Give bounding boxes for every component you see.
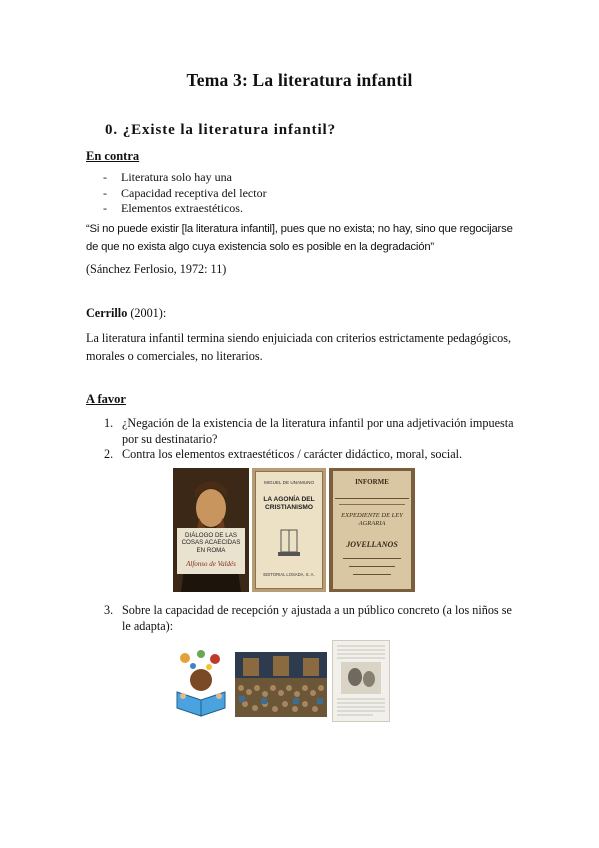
section-heading: 0. ¿Existe la literatura infantil?: [105, 122, 336, 138]
item-line: ¿Negación de la existencia de la literatura infantil por una adjetivación impuesta: [122, 416, 514, 430]
cover-author: Alfonso de Valdés: [186, 560, 236, 568]
book-cover-unamuno: [252, 468, 326, 592]
citation: (Sánchez Ferlosio, 1972: 11): [86, 262, 227, 276]
cover-author: MIGUEL DE UNAMUNO: [263, 480, 315, 485]
cover-title: EXPEDIENTE DE LEY AGRARIA: [341, 512, 403, 527]
paragraph-line: morales o comerciales, no literarios.: [86, 348, 263, 363]
page-title: Tema 3: La literatura infantil: [186, 70, 413, 90]
theater-crowd-illustration: [235, 652, 327, 717]
item-line: Contra los elementos extraestéticos / carácter didáctico, moral, social.: [122, 447, 463, 461]
cerrillo-paragraph: [86, 330, 526, 365]
list-item: - Literatura solo hay una: [103, 170, 267, 186]
list-item: - Elementos extraestéticos.: [103, 201, 267, 217]
list-item: - Capacidad receptiva del lector: [103, 186, 267, 202]
list-item: [104, 447, 524, 463]
cover-author: JOVELLANOS: [346, 540, 398, 549]
list-number: 3.: [104, 603, 114, 617]
quote-line: de que no exista algo cuya existencia solo es posible en la degradación”: [86, 240, 434, 253]
list-item: [104, 416, 524, 447]
cover-title: DIÁLOGO DE LAS COSAS ACAECIDAS EN ROMA: [181, 532, 241, 554]
favor-list: [104, 416, 524, 463]
book-cover-jovellanos: [329, 468, 415, 592]
contra-label: En contra: [86, 149, 140, 163]
cerrillo-heading: [86, 305, 166, 323]
cover-publisher: EDITORIAL LOSADA, S. A.: [263, 572, 315, 577]
list-item: [104, 603, 524, 634]
child-reading-illustration: [171, 648, 231, 718]
list-number: 1.: [104, 416, 114, 430]
list-number: 2.: [104, 447, 114, 461]
book-covers: [173, 468, 415, 592]
quote-line: “Si no puede existir [la literatura infantil], pues que no exista; no hay, sino que regocijarse: [86, 223, 513, 235]
child-reading-icon: [171, 648, 231, 718]
theater-scene-image: [235, 652, 327, 717]
favor-label: A favor: [86, 392, 126, 406]
portrait-image: [173, 468, 249, 592]
cerrillo-name: Cerrillo: [86, 306, 128, 320]
item-line: por su destinatario?: [122, 431, 218, 446]
quote: [86, 221, 526, 256]
cover-top: INFORME: [355, 478, 389, 486]
old-newspaper-page: [332, 640, 390, 722]
item-line: Sobre la capacidad de recepción y ajustada a un público concreto (a los niños se: [122, 603, 512, 617]
cover-title: LA AGONÍA DEL CRISTIANISMO: [263, 496, 315, 511]
favor-list-continued: [104, 603, 524, 634]
newspaper-engraving-image: [333, 641, 389, 721]
paragraph-line: La literatura infantil termina siendo enjuiciada con criterios estrictamente pedagógicos,: [86, 331, 512, 345]
contra-list: [103, 170, 267, 217]
cerrillo-year: (2001):: [127, 306, 167, 320]
publisher-emblem: [276, 526, 302, 560]
item-line: le adapta):: [122, 618, 174, 633]
book-cover-valdes: [173, 468, 249, 592]
